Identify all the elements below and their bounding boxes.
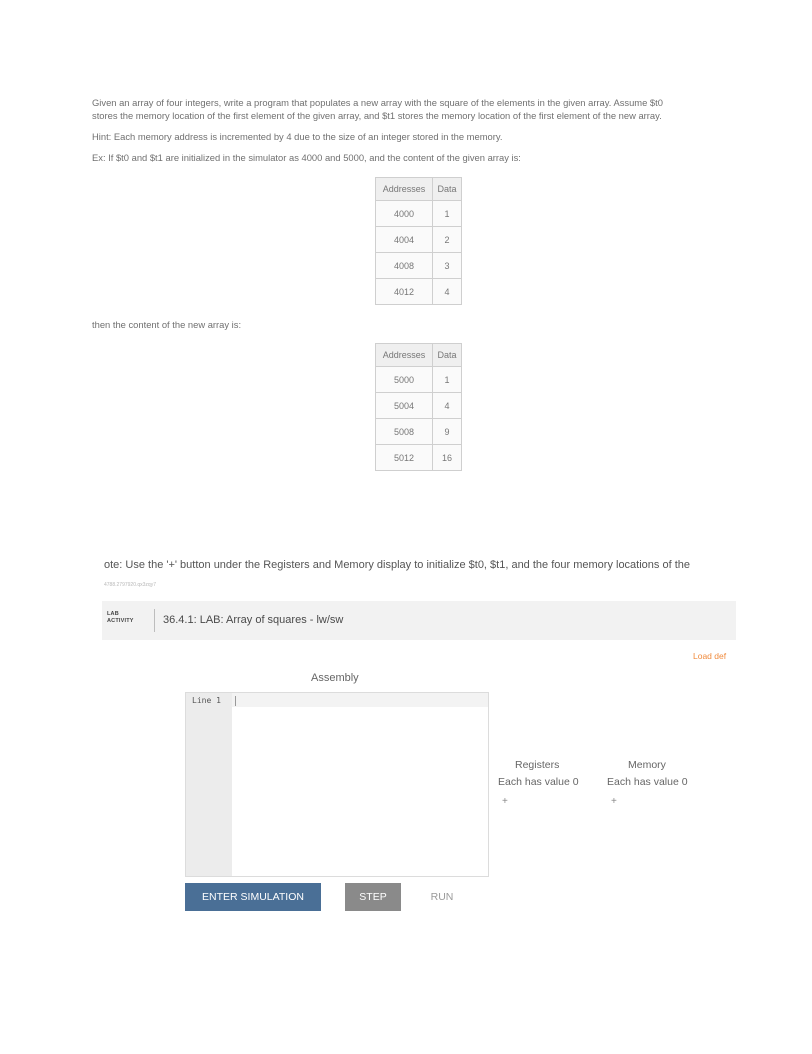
address-cell: 5008 [376, 419, 433, 445]
data-cell: 9 [433, 419, 462, 445]
assembly-label: Assembly [311, 672, 359, 684]
table-header-row [376, 178, 462, 201]
memory-title: Memory [628, 759, 666, 771]
table-row [376, 227, 462, 253]
address-cell: 4012 [376, 279, 433, 305]
data-cell: 1 [433, 201, 462, 227]
table-row [376, 279, 462, 305]
lab-tag-line1: LAB [107, 611, 119, 617]
data-cell: 2 [433, 227, 462, 253]
activity-id: 4788.2797920.qx3zqy7 [104, 582, 156, 588]
example-text: Ex: If $t0 and $t1 are initialized in the simulator as 4000 and 5000, and the content of the given array is: [92, 152, 521, 163]
active-line-highlight [232, 693, 488, 707]
addresses-header: Addresses [376, 178, 433, 201]
table-header-row [376, 344, 462, 367]
assembly-editor[interactable] [185, 692, 489, 877]
lab-divider [154, 609, 155, 632]
address-cell: 4004 [376, 227, 433, 253]
address-cell: 4000 [376, 201, 433, 227]
new-array-table [375, 343, 462, 471]
data-cell: 16 [433, 445, 462, 471]
address-cell: 5004 [376, 393, 433, 419]
text-cursor [235, 696, 236, 706]
memory-value: Each has value 0 [607, 776, 688, 788]
data-cell: 3 [433, 253, 462, 279]
address-cell: 5012 [376, 445, 433, 471]
registers-value: Each has value 0 [498, 776, 579, 788]
run-button[interactable]: RUN [420, 883, 464, 911]
step-button[interactable]: STEP [345, 883, 401, 911]
add-memory-button[interactable]: + [611, 796, 617, 807]
table-row [376, 393, 462, 419]
line-gutter [186, 693, 232, 876]
lab-activity-bar [102, 601, 736, 640]
note-text: ote: Use the '+' button under the Registers and Memory display to initialize $t0, $t1, and the four memory locations of the [104, 559, 690, 571]
addresses-header: Addresses [376, 344, 433, 367]
lab-activity-tag [107, 611, 134, 625]
data-header: Data [433, 344, 462, 367]
table-row [376, 445, 462, 471]
enter-simulation-button[interactable]: ENTER SIMULATION [185, 883, 321, 911]
table-row [376, 201, 462, 227]
address-cell: 4008 [376, 253, 433, 279]
data-cell: 4 [433, 393, 462, 419]
address-cell: 5000 [376, 367, 433, 393]
lab-tag-line2: ACTIVITY [107, 618, 134, 624]
intro-line-2: stores the memory location of the first element of the given array, and $t1 stores the memory location of the first element of the new array. [92, 110, 662, 121]
then-text: then the content of the new array is: [92, 319, 242, 330]
hint-text: Hint: Each memory address is incremented by 4 due to the size of an integer stored in the memory. [92, 131, 503, 142]
data-cell: 4 [433, 279, 462, 305]
data-header: Data [433, 178, 462, 201]
line-number: Line 1 [192, 696, 221, 705]
load-default-link[interactable]: Load def [693, 651, 727, 661]
data-cell: 1 [433, 367, 462, 393]
table-row [376, 419, 462, 445]
given-array-table [375, 177, 462, 305]
intro-line-1: Given an array of four integers, write a program that populates a new array with the square of the elements in the given array. Assume $t0 [92, 97, 663, 108]
table-row [376, 367, 462, 393]
lab-title: 36.4.1: LAB: Array of squares - lw/sw [163, 614, 344, 626]
registers-title: Registers [515, 759, 560, 771]
table-row [376, 253, 462, 279]
add-register-button[interactable]: + [502, 796, 508, 807]
